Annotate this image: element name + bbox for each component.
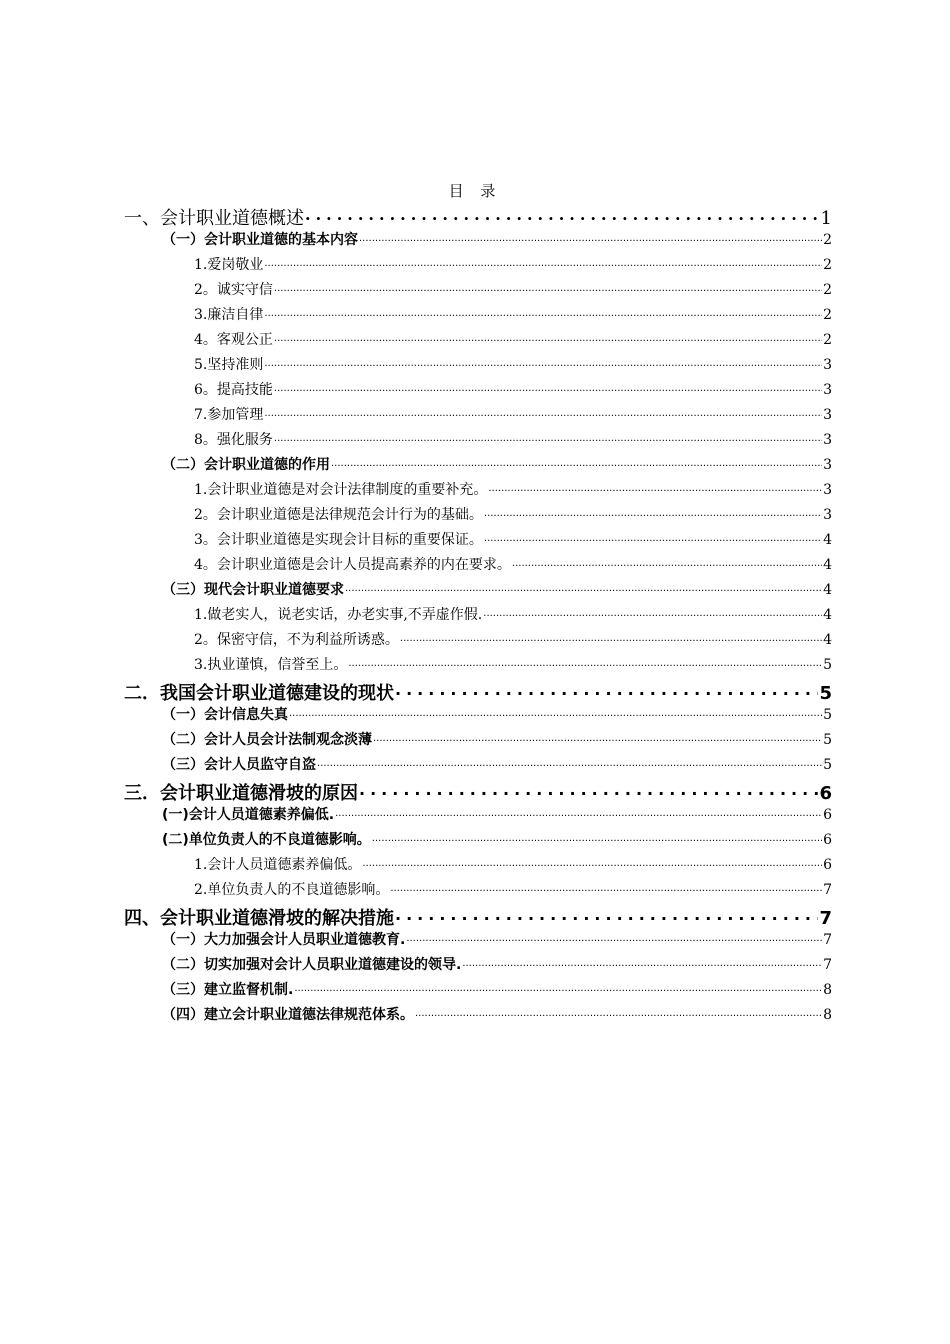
toc-entry[interactable]	[162, 829, 832, 854]
toc-entry-label: 3.执业谨慎，信誉至上。	[194, 657, 348, 673]
toc-entry-label: 2.单位负责人的不良道德影响。	[194, 882, 390, 898]
toc-entry-page-number: 3	[823, 432, 832, 448]
toc-entry[interactable]	[194, 504, 832, 529]
toc-dot-leader	[483, 605, 822, 619]
toc-dot-leader	[488, 480, 822, 494]
toc-dot-leader	[274, 330, 822, 344]
toc-entry[interactable]	[162, 954, 832, 979]
toc-entry[interactable]	[124, 679, 832, 705]
toc-entry[interactable]	[194, 854, 832, 879]
toc-entry-page-number: 2	[823, 257, 832, 273]
toc-entry-label: 4。会计职业道德是会计人员提高素养的内在要求。	[194, 557, 511, 573]
toc-entry-label: 1.做老实人，说老实话，办老实事,不弄虚作假.	[194, 607, 483, 623]
toc-dot-leader	[348, 655, 822, 669]
toc-dot-leader	[289, 705, 822, 719]
toc-entry-page-number: 3	[823, 407, 832, 423]
toc-entry-page-number: 3	[823, 482, 832, 498]
toc-entry[interactable]	[162, 579, 832, 604]
toc-entry-label: （三）现代会计职业道德要求	[162, 582, 344, 598]
toc-entry[interactable]	[194, 279, 832, 304]
toc-dot-leader	[264, 255, 822, 269]
toc-entry-page-number: 5	[823, 732, 832, 748]
toc-entry[interactable]	[162, 929, 832, 954]
toc-dot-leader	[400, 630, 822, 644]
toc-dot-leader	[415, 1005, 822, 1019]
toc-dot-leader	[264, 305, 822, 319]
toc-dot-leader	[373, 730, 822, 744]
toc-dot-leader	[305, 206, 820, 224]
toc-entry-label: 8。强化服务	[194, 432, 273, 448]
toc-entry-label: （四）建立会计职业道德法律规范体系。	[162, 1007, 414, 1023]
toc-entry[interactable]	[162, 229, 832, 254]
toc-entry-label: 四、会计职业道德滑坡的解决措施	[124, 908, 394, 929]
toc-entry-page-number: 2	[823, 282, 832, 298]
toc-entry[interactable]	[162, 729, 832, 754]
toc-entry-page-number: 5	[823, 657, 832, 673]
toc-entry-label: 2。保密守信，不为利益所诱惑。	[194, 632, 399, 648]
toc-entry[interactable]	[194, 529, 832, 554]
toc-entry[interactable]	[124, 779, 832, 805]
toc-entry-page-number: 5	[819, 683, 832, 704]
toc-dot-leader	[317, 755, 822, 769]
toc-entry-label: 一、会计职业道德概述	[124, 208, 304, 229]
toc-entry-page-number: 3	[823, 357, 832, 373]
toc-dot-leader	[406, 930, 822, 944]
toc-entry[interactable]	[162, 979, 832, 1004]
toc-entry-label: 3。会计职业道德是实现会计目标的重要保证。	[194, 532, 483, 548]
toc-dot-leader	[345, 580, 822, 594]
toc-dot-leader	[390, 880, 822, 894]
toc-entry-label: （一）会计信息失真	[162, 707, 288, 723]
toc-dot-leader	[512, 555, 822, 569]
toc-entry-label: （二）会计职业道德的作用	[162, 457, 330, 473]
toc-entry[interactable]	[194, 429, 832, 454]
toc-entry[interactable]	[194, 604, 832, 629]
toc-entry-label: （一）会计职业道德的基本内容	[162, 232, 358, 248]
toc-dot-leader	[462, 955, 822, 969]
toc-dot-leader	[264, 355, 822, 369]
toc-dot-leader	[359, 781, 818, 799]
toc-entry[interactable]	[162, 454, 832, 479]
toc-entry-label: 5.坚持准则	[194, 357, 264, 373]
toc-dot-leader	[484, 530, 822, 544]
toc-entry-label: 三．会计职业道德滑坡的原因	[124, 783, 358, 804]
toc-entry-page-number: 5	[823, 757, 832, 773]
toc-entry[interactable]	[194, 479, 832, 504]
toc-entry[interactable]	[194, 354, 832, 379]
toc-dot-leader	[294, 980, 822, 994]
toc-entry[interactable]	[194, 404, 832, 429]
toc-entry-page-number: 3	[823, 457, 832, 473]
toc-entry-page-number: 1	[820, 208, 832, 229]
toc-entry-page-number: 6	[823, 857, 832, 873]
toc-dot-leader	[372, 830, 822, 844]
toc-dot-leader	[395, 681, 818, 699]
toc-entry-page-number: 7	[823, 932, 832, 948]
toc-entry-label: 1.爱岗敬业	[194, 257, 264, 273]
toc-entry-page-number: 6	[823, 807, 832, 823]
toc-dot-leader	[359, 230, 822, 244]
toc-title: 目 录	[448, 182, 502, 200]
toc-entry[interactable]	[162, 1004, 832, 1029]
toc-entry-label: 1.会计职业道德是对会计法律制度的重要补充。	[194, 482, 488, 498]
toc-entry-label: (一)会计人员道德素养偏低.	[162, 807, 335, 823]
toc-dot-leader	[484, 505, 822, 519]
toc-entry-page-number: 5	[823, 707, 832, 723]
toc-entry-label: （二）会计人员会计法制观念淡薄	[162, 732, 372, 748]
toc-entry-page-number: 2	[823, 332, 832, 348]
toc-entry-label: 二．我国会计职业道德建设的现状	[124, 683, 394, 704]
toc-dot-leader	[331, 455, 822, 469]
toc-entry-page-number: 6	[823, 832, 832, 848]
toc-dot-leader	[274, 380, 822, 394]
toc-dot-leader	[264, 405, 822, 419]
toc-entry-page-number: 8	[823, 982, 832, 998]
toc-entry-page-number: 2	[823, 232, 832, 248]
toc-entry-page-number: 2	[823, 307, 832, 323]
toc-entry-label: 4。客观公正	[194, 332, 273, 348]
toc-entry-label: 7.参加管理	[194, 407, 264, 423]
toc-entry-page-number: 3	[823, 382, 832, 398]
toc-dot-leader	[362, 855, 822, 869]
toc-entry-label: 2。会计职业道德是法律规范会计行为的基础。	[194, 507, 483, 523]
toc-entry-page-number: 7	[823, 882, 832, 898]
toc-dot-leader	[335, 805, 822, 819]
toc-entry-label: （三）会计人员监守自盗	[162, 757, 316, 773]
toc-entry-page-number: 6	[819, 783, 832, 804]
toc-entry-label: 1.会计人员道德素养偏低。	[194, 857, 362, 873]
toc-entry-page-number: 4	[823, 582, 832, 598]
toc-entry-label: 6。提高技能	[194, 382, 273, 398]
toc-entry-label: （一）大力加强会计人员职业道德教育.	[162, 932, 406, 948]
toc-entry-label: （三）建立监督机制.	[162, 982, 294, 998]
toc-entry-page-number: 4	[823, 557, 832, 573]
toc-entry[interactable]	[194, 654, 832, 679]
toc-entry[interactable]	[194, 554, 832, 579]
toc-entry-page-number: 4	[823, 532, 832, 548]
toc-dot-leader	[395, 906, 818, 924]
toc-entry-page-number: 8	[823, 1007, 832, 1023]
toc-entry-label: (二)单位负责人的不良道德影响。	[162, 832, 371, 848]
toc-entry[interactable]	[194, 304, 832, 329]
toc-entry[interactable]	[162, 704, 832, 729]
toc-entry[interactable]	[124, 204, 832, 230]
toc-entry-page-number: 7	[823, 957, 832, 973]
toc-entry[interactable]	[194, 254, 832, 279]
toc-entry-label: 2。诚实守信	[194, 282, 273, 298]
toc-entry-page-number: 7	[819, 908, 832, 929]
toc-entry[interactable]	[194, 329, 832, 354]
toc-entry[interactable]	[194, 379, 832, 404]
toc-entry[interactable]	[162, 754, 832, 779]
toc-entry-label: 3.廉洁自律	[194, 307, 264, 323]
toc-entry[interactable]	[124, 904, 832, 930]
toc-entry[interactable]	[194, 629, 832, 654]
toc-entry-page-number: 4	[823, 607, 832, 623]
toc-dot-leader	[274, 280, 822, 294]
toc-entry[interactable]	[162, 804, 832, 829]
toc-entry[interactable]	[194, 879, 832, 904]
toc-entry-page-number: 3	[823, 507, 832, 523]
toc-dot-leader	[274, 430, 822, 444]
toc-entry-label: （二）切实加强对会计人员职业道德建设的领导.	[162, 957, 462, 973]
toc-entry-page-number: 4	[823, 632, 832, 648]
